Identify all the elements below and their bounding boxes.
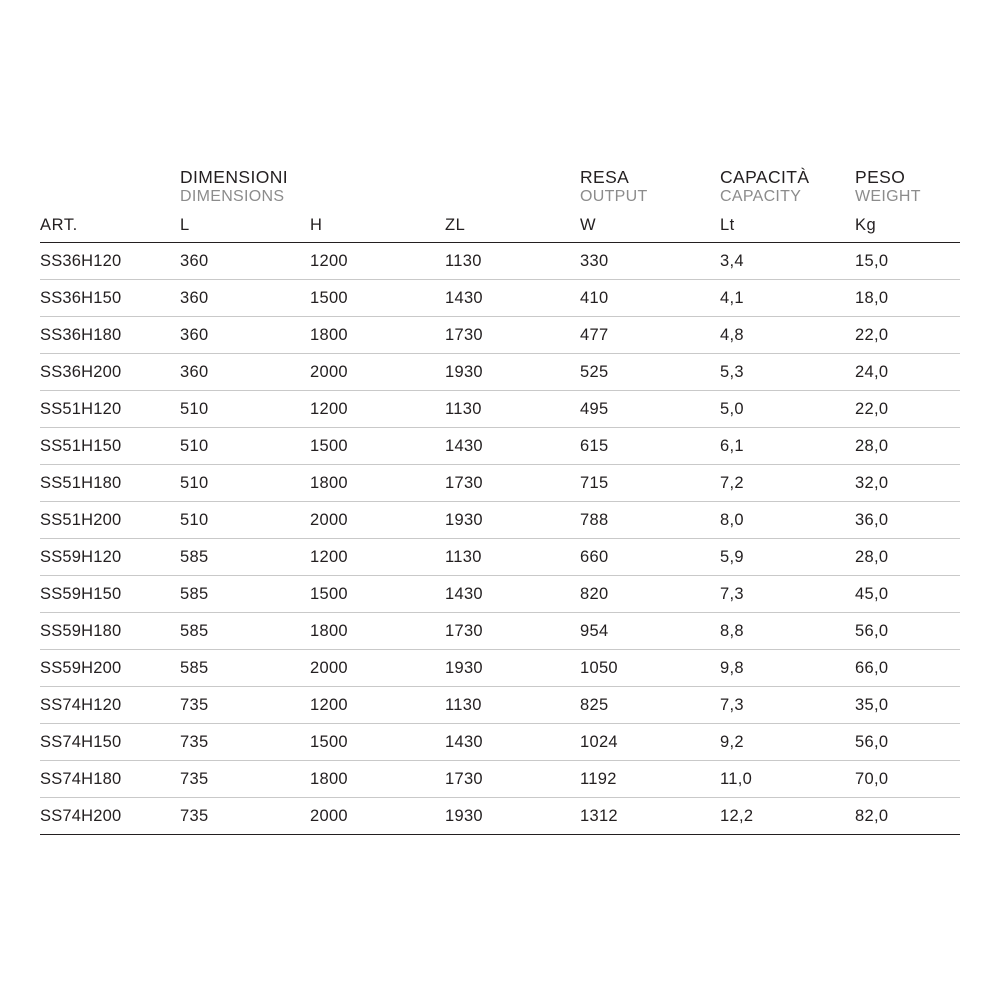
cell-w: 1024 bbox=[580, 723, 720, 760]
cell-zl: 1130 bbox=[445, 390, 580, 427]
table-row bbox=[40, 427, 960, 464]
table-row bbox=[40, 575, 960, 612]
cell-l: 585 bbox=[180, 612, 310, 649]
cell-l: 735 bbox=[180, 797, 310, 834]
table-body bbox=[40, 242, 960, 834]
cell-lt: 3,4 bbox=[720, 242, 855, 279]
cell-zl: 1130 bbox=[445, 686, 580, 723]
table-row bbox=[40, 723, 960, 760]
cell-w: 615 bbox=[580, 427, 720, 464]
cell-w: 1050 bbox=[580, 649, 720, 686]
cell-zl: 1130 bbox=[445, 538, 580, 575]
table-row bbox=[40, 797, 960, 834]
cell-l: 585 bbox=[180, 538, 310, 575]
cell-zl: 1430 bbox=[445, 279, 580, 316]
table-header bbox=[40, 168, 960, 242]
cell-h: 1500 bbox=[310, 279, 445, 316]
table-row bbox=[40, 353, 960, 390]
table-group-header-row bbox=[40, 168, 960, 208]
cell-h: 2000 bbox=[310, 649, 445, 686]
cell-lt: 5,0 bbox=[720, 390, 855, 427]
cell-zl: 1130 bbox=[445, 242, 580, 279]
cell-w: 1312 bbox=[580, 797, 720, 834]
cell-zl: 1430 bbox=[445, 723, 580, 760]
column-header-art: ART. bbox=[40, 208, 180, 243]
cell-zl: 1730 bbox=[445, 464, 580, 501]
cell-l: 510 bbox=[180, 427, 310, 464]
cell-art: SS51H180 bbox=[40, 464, 180, 501]
cell-h: 2000 bbox=[310, 797, 445, 834]
cell-w: 715 bbox=[580, 464, 720, 501]
cell-art: SS74H200 bbox=[40, 797, 180, 834]
group-header-spacer-zl bbox=[445, 168, 580, 208]
cell-h: 1200 bbox=[310, 390, 445, 427]
group-header-output: RESA OUTPUT bbox=[580, 167, 648, 205]
cell-kg: 36,0 bbox=[855, 501, 960, 538]
cell-l: 510 bbox=[180, 390, 310, 427]
table-row bbox=[40, 242, 960, 279]
cell-kg: 70,0 bbox=[855, 760, 960, 797]
cell-zl: 1730 bbox=[445, 612, 580, 649]
specifications-table bbox=[40, 168, 960, 835]
cell-art: SS51H150 bbox=[40, 427, 180, 464]
cell-l: 585 bbox=[180, 575, 310, 612]
cell-h: 1800 bbox=[310, 760, 445, 797]
table-row bbox=[40, 501, 960, 538]
cell-l: 735 bbox=[180, 760, 310, 797]
cell-zl: 1930 bbox=[445, 649, 580, 686]
cell-lt: 8,8 bbox=[720, 612, 855, 649]
cell-zl: 1930 bbox=[445, 501, 580, 538]
cell-kg: 18,0 bbox=[855, 279, 960, 316]
cell-lt: 5,9 bbox=[720, 538, 855, 575]
column-header-zl: ZL bbox=[445, 208, 580, 243]
cell-w: 525 bbox=[580, 353, 720, 390]
cell-art: SS51H120 bbox=[40, 390, 180, 427]
cell-l: 585 bbox=[180, 649, 310, 686]
cell-h: 2000 bbox=[310, 501, 445, 538]
cell-w: 495 bbox=[580, 390, 720, 427]
cell-l: 360 bbox=[180, 242, 310, 279]
column-header-kg: Kg bbox=[855, 208, 960, 243]
cell-lt: 4,8 bbox=[720, 316, 855, 353]
table-row bbox=[40, 279, 960, 316]
cell-w: 410 bbox=[580, 279, 720, 316]
cell-zl: 1730 bbox=[445, 316, 580, 353]
cell-lt: 8,0 bbox=[720, 501, 855, 538]
cell-l: 360 bbox=[180, 353, 310, 390]
cell-kg: 28,0 bbox=[855, 538, 960, 575]
cell-kg: 35,0 bbox=[855, 686, 960, 723]
group-header-dimensions: DIMENSIONI DIMENSIONS bbox=[180, 167, 289, 205]
cell-art: SS74H180 bbox=[40, 760, 180, 797]
cell-w: 1192 bbox=[580, 760, 720, 797]
cell-kg: 15,0 bbox=[855, 242, 960, 279]
cell-zl: 1930 bbox=[445, 797, 580, 834]
cell-lt: 7,3 bbox=[720, 686, 855, 723]
cell-l: 510 bbox=[180, 501, 310, 538]
cell-lt: 5,3 bbox=[720, 353, 855, 390]
table-column-header-row bbox=[40, 208, 960, 243]
cell-w: 660 bbox=[580, 538, 720, 575]
cell-lt: 12,2 bbox=[720, 797, 855, 834]
cell-kg: 45,0 bbox=[855, 575, 960, 612]
cell-kg: 66,0 bbox=[855, 649, 960, 686]
cell-h: 1200 bbox=[310, 242, 445, 279]
cell-art: SS36H200 bbox=[40, 353, 180, 390]
group-header-weight: PESO WEIGHT bbox=[855, 167, 921, 205]
cell-zl: 1930 bbox=[445, 353, 580, 390]
cell-kg: 56,0 bbox=[855, 612, 960, 649]
cell-lt: 9,8 bbox=[720, 649, 855, 686]
cell-art: SS74H150 bbox=[40, 723, 180, 760]
cell-l: 735 bbox=[180, 723, 310, 760]
cell-h: 1800 bbox=[310, 464, 445, 501]
cell-lt: 11,0 bbox=[720, 760, 855, 797]
cell-w: 788 bbox=[580, 501, 720, 538]
cell-art: SS59H150 bbox=[40, 575, 180, 612]
cell-art: SS36H120 bbox=[40, 242, 180, 279]
cell-lt: 9,2 bbox=[720, 723, 855, 760]
cell-kg: 32,0 bbox=[855, 464, 960, 501]
cell-h: 1500 bbox=[310, 723, 445, 760]
column-header-l: L bbox=[180, 208, 310, 243]
cell-kg: 24,0 bbox=[855, 353, 960, 390]
table-row bbox=[40, 760, 960, 797]
cell-art: SS59H180 bbox=[40, 612, 180, 649]
cell-kg: 28,0 bbox=[855, 427, 960, 464]
cell-kg: 56,0 bbox=[855, 723, 960, 760]
cell-lt: 7,3 bbox=[720, 575, 855, 612]
table-row bbox=[40, 390, 960, 427]
cell-l: 360 bbox=[180, 279, 310, 316]
cell-h: 1200 bbox=[310, 538, 445, 575]
table-row bbox=[40, 686, 960, 723]
cell-w: 954 bbox=[580, 612, 720, 649]
cell-lt: 6,1 bbox=[720, 427, 855, 464]
cell-w: 477 bbox=[580, 316, 720, 353]
cell-l: 360 bbox=[180, 316, 310, 353]
cell-w: 330 bbox=[580, 242, 720, 279]
column-header-w: W bbox=[580, 208, 720, 243]
column-header-h: H bbox=[310, 208, 445, 243]
table-row bbox=[40, 612, 960, 649]
cell-h: 1500 bbox=[310, 427, 445, 464]
table-row bbox=[40, 464, 960, 501]
cell-art: SS59H120 bbox=[40, 538, 180, 575]
cell-art: SS36H180 bbox=[40, 316, 180, 353]
cell-lt: 7,2 bbox=[720, 464, 855, 501]
table-row bbox=[40, 649, 960, 686]
cell-art: SS59H200 bbox=[40, 649, 180, 686]
column-header-lt: Lt bbox=[720, 208, 855, 243]
group-header-spacer-h bbox=[310, 168, 445, 208]
cell-h: 1800 bbox=[310, 612, 445, 649]
cell-art: SS36H150 bbox=[40, 279, 180, 316]
cell-h: 1200 bbox=[310, 686, 445, 723]
cell-kg: 22,0 bbox=[855, 390, 960, 427]
cell-kg: 22,0 bbox=[855, 316, 960, 353]
table-row bbox=[40, 538, 960, 575]
cell-h: 1800 bbox=[310, 316, 445, 353]
cell-zl: 1430 bbox=[445, 427, 580, 464]
cell-lt: 4,1 bbox=[720, 279, 855, 316]
cell-w: 820 bbox=[580, 575, 720, 612]
group-header-art bbox=[40, 168, 180, 208]
cell-art: SS51H200 bbox=[40, 501, 180, 538]
cell-zl: 1430 bbox=[445, 575, 580, 612]
cell-kg: 82,0 bbox=[855, 797, 960, 834]
cell-h: 2000 bbox=[310, 353, 445, 390]
cell-l: 510 bbox=[180, 464, 310, 501]
cell-h: 1500 bbox=[310, 575, 445, 612]
table-row bbox=[40, 316, 960, 353]
group-header-capacity: CAPACITÀ CAPACITY bbox=[720, 167, 810, 205]
cell-zl: 1730 bbox=[445, 760, 580, 797]
cell-w: 825 bbox=[580, 686, 720, 723]
cell-art: SS74H120 bbox=[40, 686, 180, 723]
cell-l: 735 bbox=[180, 686, 310, 723]
